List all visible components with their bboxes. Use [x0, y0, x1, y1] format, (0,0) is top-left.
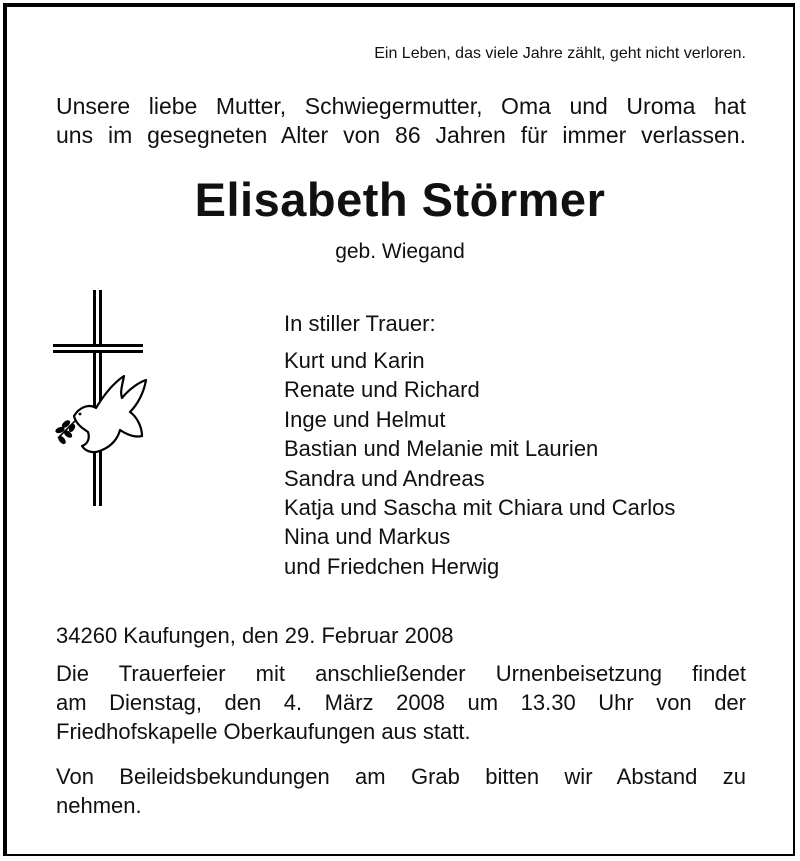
list-item: Renate und Richard: [284, 377, 480, 403]
deceased-name: Elisabeth Störmer: [194, 173, 606, 226]
dove-icon: [74, 376, 146, 452]
cross-with-dove-icon: [50, 288, 150, 538]
condolence-note: [56, 762, 746, 820]
place-and-date: 34260 Kaufungen, den 29. Februar 2008: [56, 623, 454, 648]
intro-line-2: uns im gesegneten Alter von 86 Jahren für immer verlassen.: [56, 122, 746, 148]
maiden-name: geb. Wiegand: [335, 240, 465, 263]
list-item: Nina und Markus: [284, 524, 451, 550]
funeral-line-2: am Dienstag, den 4. März 2008 um 13.30 Uhr von der: [56, 690, 746, 715]
list-item: Sandra und Andreas: [284, 465, 485, 491]
funeral-line-1: Die Trauerfeier mit anschließender Urnenbeisetzung findet: [56, 661, 746, 686]
list-item: Bastian und Melanie mit Laurien: [284, 436, 599, 462]
list-item: Katja und Sascha mit Chiara und Carlos: [284, 495, 676, 521]
condolence-line-2: nehmen.: [56, 793, 142, 818]
mourning-heading: In stiller Trauer:: [284, 311, 436, 336]
condolence-line-1: Von Beileidsbekundungen am Grab bitten wir Abstand zu: [56, 764, 746, 789]
intro-line-1: Unsere liebe Mutter, Schwiegermutter, Oma und Uroma hat: [56, 93, 746, 119]
list-item: und Friedchen Herwig: [284, 553, 500, 579]
motto: Ein Leben, das viele Jahre zählt, geht nicht verloren.: [374, 45, 746, 62]
funeral-details: [56, 659, 746, 746]
mourners-list: [284, 346, 675, 581]
olive-branch-icon: [56, 420, 76, 444]
funeral-line-3: Friedhofskapelle Oberkaufungen aus statt.: [56, 719, 471, 744]
list-item: Kurt und Karin: [284, 348, 425, 373]
list-item: Inge und Helmut: [284, 406, 446, 432]
